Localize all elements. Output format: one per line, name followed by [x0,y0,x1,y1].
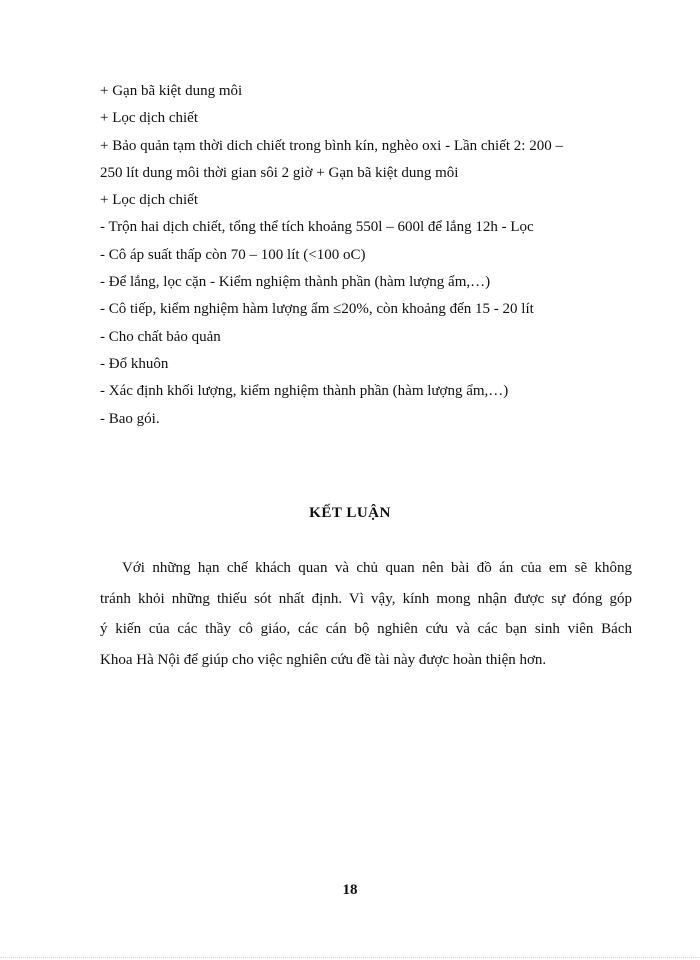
process-step-line: - Cô áp suất thấp còn 70 – 100 lít (<100 oC) [100,246,366,263]
process-step-line: - Xác định khối lượng, kiểm nghiệm thành phần (hàm lượng ẩm,…) [100,383,509,400]
conclusion-paragraph [100,553,632,675]
conclusion-line: tránh khỏi những thiếu sót nhất định. Vì vậy, kính mong nhận được sự đóng góp [100,590,632,607]
process-steps-list [100,78,620,433]
page-number: 18 [342,882,358,898]
process-step-line: - Bao gói. [100,410,160,427]
process-step-line: - Đổ khuôn [100,355,169,372]
process-step-line: - Cho chất bảo quản [100,328,221,345]
conclusion-line: Với những hạn chế khách quan và chủ quan nên bài đồ án của em sẽ không [122,560,632,576]
process-step-line: - Cô tiếp, kiểm nghiệm hàm lượng ẩm ≤20%, còn khoảng đến 15 - 20 lít [100,301,534,318]
conclusion-line: Khoa Hà Nội để giúp cho việc nghiên cứu đề tài này được hoàn thiện hơn. [100,651,547,668]
process-step-line: - Để lắng, lọc cặn - Kiểm nghiệm thành phần (hàm lượng ẩm,…) [100,274,491,291]
process-step-line: + Bảo quản tạm thời dich chiết trong bình kín, nghèo oxi - Lần chiết 2: 200 – [100,137,563,154]
process-step-line: + Gạn bã kiệt dung môi [100,83,243,99]
conclusion-line: ý kiến của các thầy cô giáo, các cán bộ nghiên cứu và các bạn sinh viên Bách [100,621,632,637]
conclusion-heading: KẾT LUẬN [309,505,391,521]
process-step-line: + Lọc dịch chiết [100,110,199,127]
process-step-line: - Trộn hai dịch chiết, tổng thể tích khoảng 550l – 600l để lắng 12h - Lọc [100,219,534,236]
page-edge-divider [0,957,700,958]
process-step-line: + Lọc dịch chiết [100,192,199,209]
process-step-line: 250 lít dung môi thời gian sôi 2 giờ + Gạn bã kiệt dung môi [100,164,459,181]
